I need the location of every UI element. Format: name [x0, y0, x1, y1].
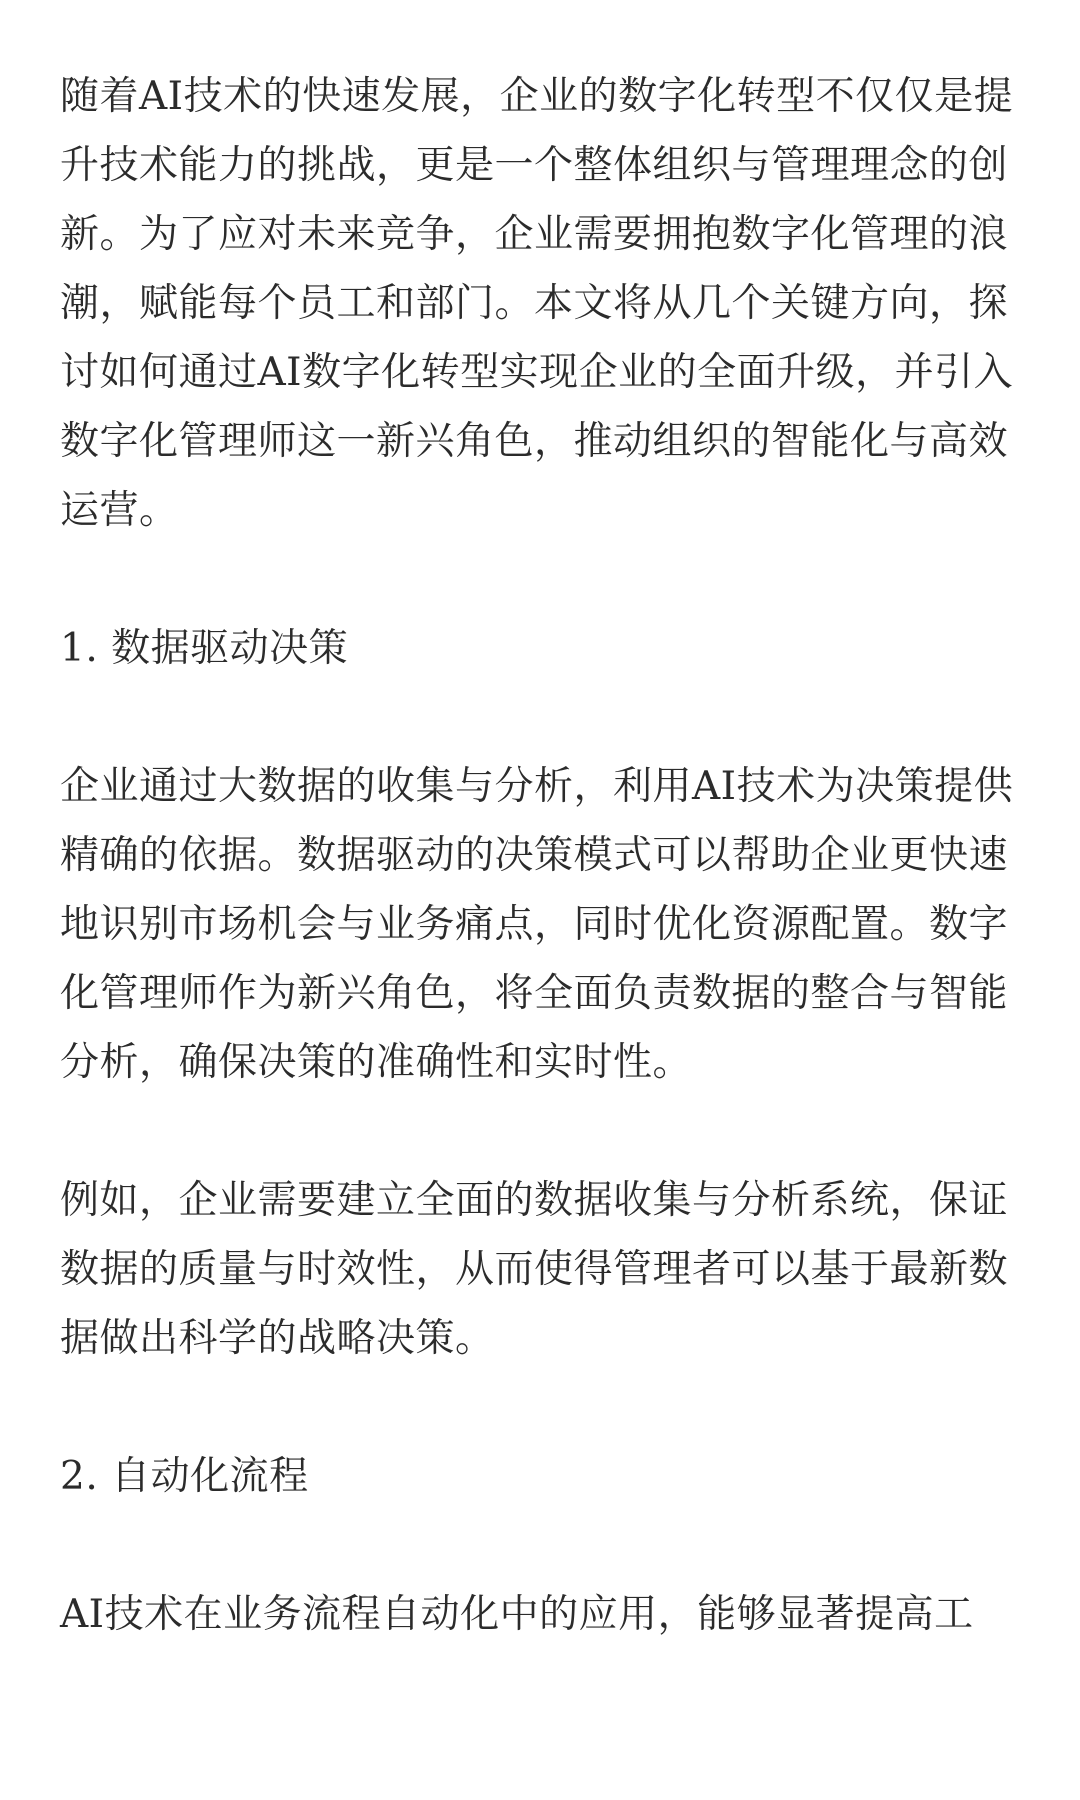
section-heading-data-driven: 1. 数据驱动决策: [60, 626, 349, 671]
section1-paragraph-2: 例如，企业需要建立全面的数据收集与分析系统，保证数据的质量与时效性，从而使得管理者可以基于最新数据做出科学的战略决策。: [60, 1178, 1009, 1361]
section2-paragraph-1: AI技术在业务流程自动化中的应用，能够显著提高工: [60, 1592, 974, 1637]
article-body: [60, 62, 1020, 1649]
section-heading-automation: 2. 自动化流程: [60, 1454, 309, 1499]
section1-paragraph-1: 企业通过大数据的收集与分析，利用AI技术为决策提供精确的依据。数据驱动的决策模式可以帮助企业更快速地识别市场机会与业务痛点，同时优化资源配置。数字化管理师作为新兴角色，将全面负责数据的整合与智能分析，确保决策的准确性和实时性。: [60, 764, 1014, 1085]
intro-paragraph: 随着AI技术的快速发展，企业的数字化转型不仅仅是提升技术能力的挑战，更是一个整体组织与管理理念的创新。为了应对未来竞争，企业需要拥抱数字化管理的浪潮，赋能每个员工和部门。本文将从几个关键方向，探讨如何通过AI数字化转型实现企业的全面升级，并引入数字化管理师这一新兴角色，推动组织的智能化与高效运营。: [60, 74, 1014, 533]
